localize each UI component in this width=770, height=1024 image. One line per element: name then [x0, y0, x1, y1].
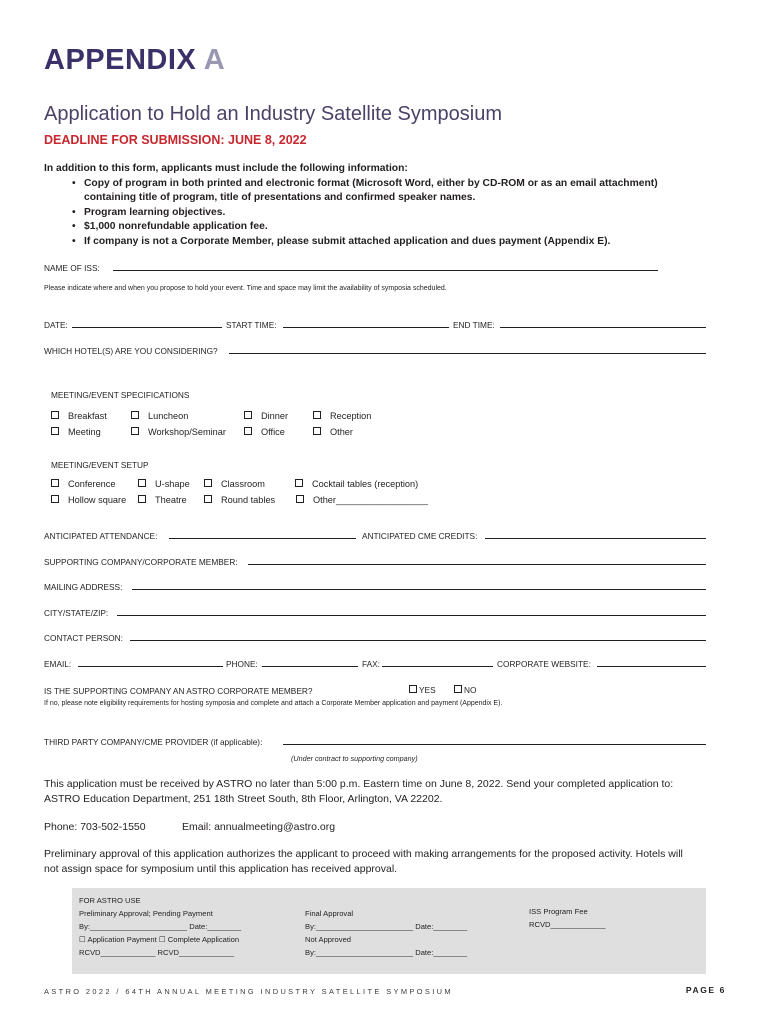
checkbox-cocktail-tables[interactable]: Cocktail tables (reception): [295, 479, 418, 489]
name-of-iss-field[interactable]: [113, 270, 658, 271]
cme-credits-field[interactable]: [485, 538, 706, 539]
checkbox-no[interactable]: NO: [454, 685, 476, 695]
checkbox-icon: [204, 495, 212, 503]
checkbox-icon: [313, 411, 321, 419]
astro-use-col2: [305, 907, 467, 959]
contact-email: Email: annualmeeting@astro.org: [182, 821, 336, 833]
checkbox-conference[interactable]: Conference: [51, 479, 116, 489]
intro-lead: In addition to this form, applicants must include the following information:: [44, 163, 408, 174]
checkbox-icon: [51, 495, 59, 503]
astro-use-line: By:_______________________ Date:________: [305, 922, 468, 931]
intro-bullet-list: [44, 177, 658, 250]
page-number: PAGE 6: [685, 985, 726, 995]
astro-use-line: Final Approval: [305, 909, 354, 918]
phone-label: PHONE:: [226, 659, 258, 669]
end-time-field[interactable]: [500, 327, 706, 328]
third-party-field[interactable]: [283, 744, 706, 745]
start-time-label: START TIME:: [226, 320, 277, 330]
contact-person-label: CONTACT PERSON:: [44, 633, 123, 643]
attendance-label: ANTICIPATED ATTENDANCE:: [44, 531, 158, 541]
checkbox-icon: [51, 427, 59, 435]
intro-bullet: • Copy of program in both printed and electronic format (Microsoft Word, either by CD-ROM or as an email attachment): [84, 177, 658, 192]
astro-use-col3: [529, 905, 605, 931]
email-field[interactable]: [78, 666, 223, 667]
approval-line-2: not assign space for symposium until this application has received approval.: [44, 863, 398, 875]
member-note: If no, please note eligibility requirements for hosting symposia and complete and attach a Corporate Member application and payment (Appendix E).: [44, 700, 503, 707]
astro-use-line: Not Approved: [305, 935, 352, 944]
intro-block: [44, 162, 658, 249]
checkbox-icon: [131, 411, 139, 419]
astro-use-line: RCVD_____________ RCVD_____________: [79, 948, 234, 957]
fax-field[interactable]: [382, 666, 493, 667]
receipt-line-1: This application must be received by ASTRO no later than 5:00 p.m. Eastern time on June 8, 2022. Send your completed application to:: [44, 778, 674, 790]
contact-phone: Phone: 703-502-1550: [44, 821, 146, 833]
fax-label: FAX:: [362, 659, 380, 669]
astro-use-heading: FOR ASTRO USE: [79, 896, 141, 905]
checkbox-dinner[interactable]: Dinner: [244, 411, 288, 421]
hotels-field[interactable]: [229, 353, 706, 354]
checkbox-round-tables[interactable]: Round tables: [204, 495, 275, 505]
appendix-title: [44, 44, 225, 77]
phone-field[interactable]: [262, 666, 358, 667]
checkbox-icon: [296, 495, 304, 503]
intro-bullet: • $1,000 nonrefundable application fee.: [84, 220, 658, 235]
mailing-address-label: MAILING ADDRESS:: [44, 582, 123, 592]
corporate-website-label: CORPORATE WEBSITE:: [497, 659, 591, 669]
checkbox-yes[interactable]: YES: [409, 685, 436, 695]
checkbox-icon: [295, 479, 303, 487]
checkbox-luncheon[interactable]: Luncheon: [131, 411, 188, 421]
appendix-letter: A: [203, 44, 226, 76]
checkbox-setup-other[interactable]: Other__________________: [296, 495, 428, 505]
astro-use-line: ISS Program Fee: [529, 907, 588, 916]
corporate-website-field[interactable]: [597, 666, 706, 667]
member-question: IS THE SUPPORTING COMPANY AN ASTRO CORPORATE MEMBER?: [44, 686, 313, 696]
specs-heading: MEETING/EVENT SPECIFICATIONS: [51, 390, 190, 400]
third-party-note: (Under contract to supporting company): [291, 754, 418, 763]
astro-use-line: By:_______________________ Date:________: [305, 948, 468, 957]
checkbox-reception[interactable]: Reception: [313, 411, 371, 421]
attendance-field[interactable]: [169, 538, 356, 539]
checkbox-meeting[interactable]: Meeting: [51, 427, 101, 437]
checkbox-icon: [244, 411, 252, 419]
checkbox-theatre[interactable]: Theatre: [138, 495, 187, 505]
date-field[interactable]: [72, 327, 222, 328]
checkbox-breakfast[interactable]: Breakfast: [51, 411, 107, 421]
appendix-word: APPENDIX: [44, 44, 197, 76]
checkbox-icon: [138, 495, 146, 503]
astro-use-line: ☐ Application Payment ☐ Complete Application: [79, 935, 240, 944]
end-time-label: END TIME:: [453, 320, 495, 330]
astro-use-line: Preliminary Approval; Pending Payment: [79, 909, 213, 918]
receipt-line-2: ASTRO Education Department, 251 18th Street South, 8th Floor, Arlington, VA 22202.: [44, 793, 443, 805]
deadline-text: DEADLINE FOR SUBMISSION: JUNE 8, 2022: [44, 133, 307, 147]
start-time-field[interactable]: [283, 327, 449, 328]
checkbox-classroom[interactable]: Classroom: [204, 479, 265, 489]
cme-credits-label: ANTICIPATED CME CREDITS:: [362, 531, 478, 541]
email-label: EMAIL:: [44, 659, 72, 669]
third-party-label: THIRD PARTY COMPANY/CME PROVIDER (if applicable):: [44, 737, 263, 747]
checkbox-icon: [204, 479, 212, 487]
checkbox-icon: [51, 411, 59, 419]
checkbox-other[interactable]: Other: [313, 427, 353, 437]
city-state-zip-field[interactable]: [117, 615, 706, 616]
hotels-label: WHICH HOTEL(S) ARE YOU CONSIDERING?: [44, 346, 218, 356]
intro-bullet: • If company is not a Corporate Member, please submit attached application and dues payment (Appendix E).: [84, 235, 658, 250]
footer-text: ASTRO 2022 / 64TH ANNUAL MEETING INDUSTRY SATELLITE SYMPOSIUM: [44, 987, 453, 996]
checkbox-hollow-square[interactable]: Hollow square: [51, 495, 126, 505]
astro-use-line: By:_______________________ Date:________: [79, 922, 242, 931]
astro-use-line: RCVD_____________: [529, 920, 606, 929]
page-subtitle: Application to Hold an Industry Satellite Symposium: [44, 103, 503, 125]
checkbox-office[interactable]: Office: [244, 427, 285, 437]
mailing-address-field[interactable]: [132, 589, 706, 590]
city-state-zip-label: CITY/STATE/ZIP:: [44, 608, 109, 618]
approval-line-1: Preliminary approval of this application authorizes the applicant to proceed with making arrangements for the proposed activity. Hotels will: [44, 848, 683, 860]
setup-heading: MEETING/EVENT SETUP: [51, 460, 149, 470]
checkbox-icon: [454, 685, 462, 693]
intro-bullet: • Program learning objectives.: [84, 206, 658, 221]
checkbox-icon: [409, 685, 417, 693]
name-of-iss-label: NAME OF ISS:: [44, 263, 100, 273]
supporting-company-field[interactable]: [248, 564, 706, 565]
contact-person-field[interactable]: [130, 640, 706, 641]
date-label: DATE:: [44, 320, 68, 330]
checkbox-u-shape[interactable]: U-shape: [138, 479, 190, 489]
astro-use-col1: [79, 907, 241, 959]
supporting-company-label: SUPPORTING COMPANY/CORPORATE MEMBER:: [44, 557, 238, 567]
intro-bullet-continuation: containing title of program, title of presentations and confirmed speaker names.: [84, 192, 476, 203]
checkbox-icon: [131, 427, 139, 435]
location-note: Please indicate where and when you propose to hold your event. Time and space may limit the availability of symposia scheduled.: [44, 285, 447, 292]
checkbox-icon: [51, 479, 59, 487]
checkbox-icon: [138, 479, 146, 487]
checkbox-workshop-seminar[interactable]: Workshop/Seminar: [131, 427, 226, 437]
checkbox-icon: [313, 427, 321, 435]
checkbox-icon: [244, 427, 252, 435]
